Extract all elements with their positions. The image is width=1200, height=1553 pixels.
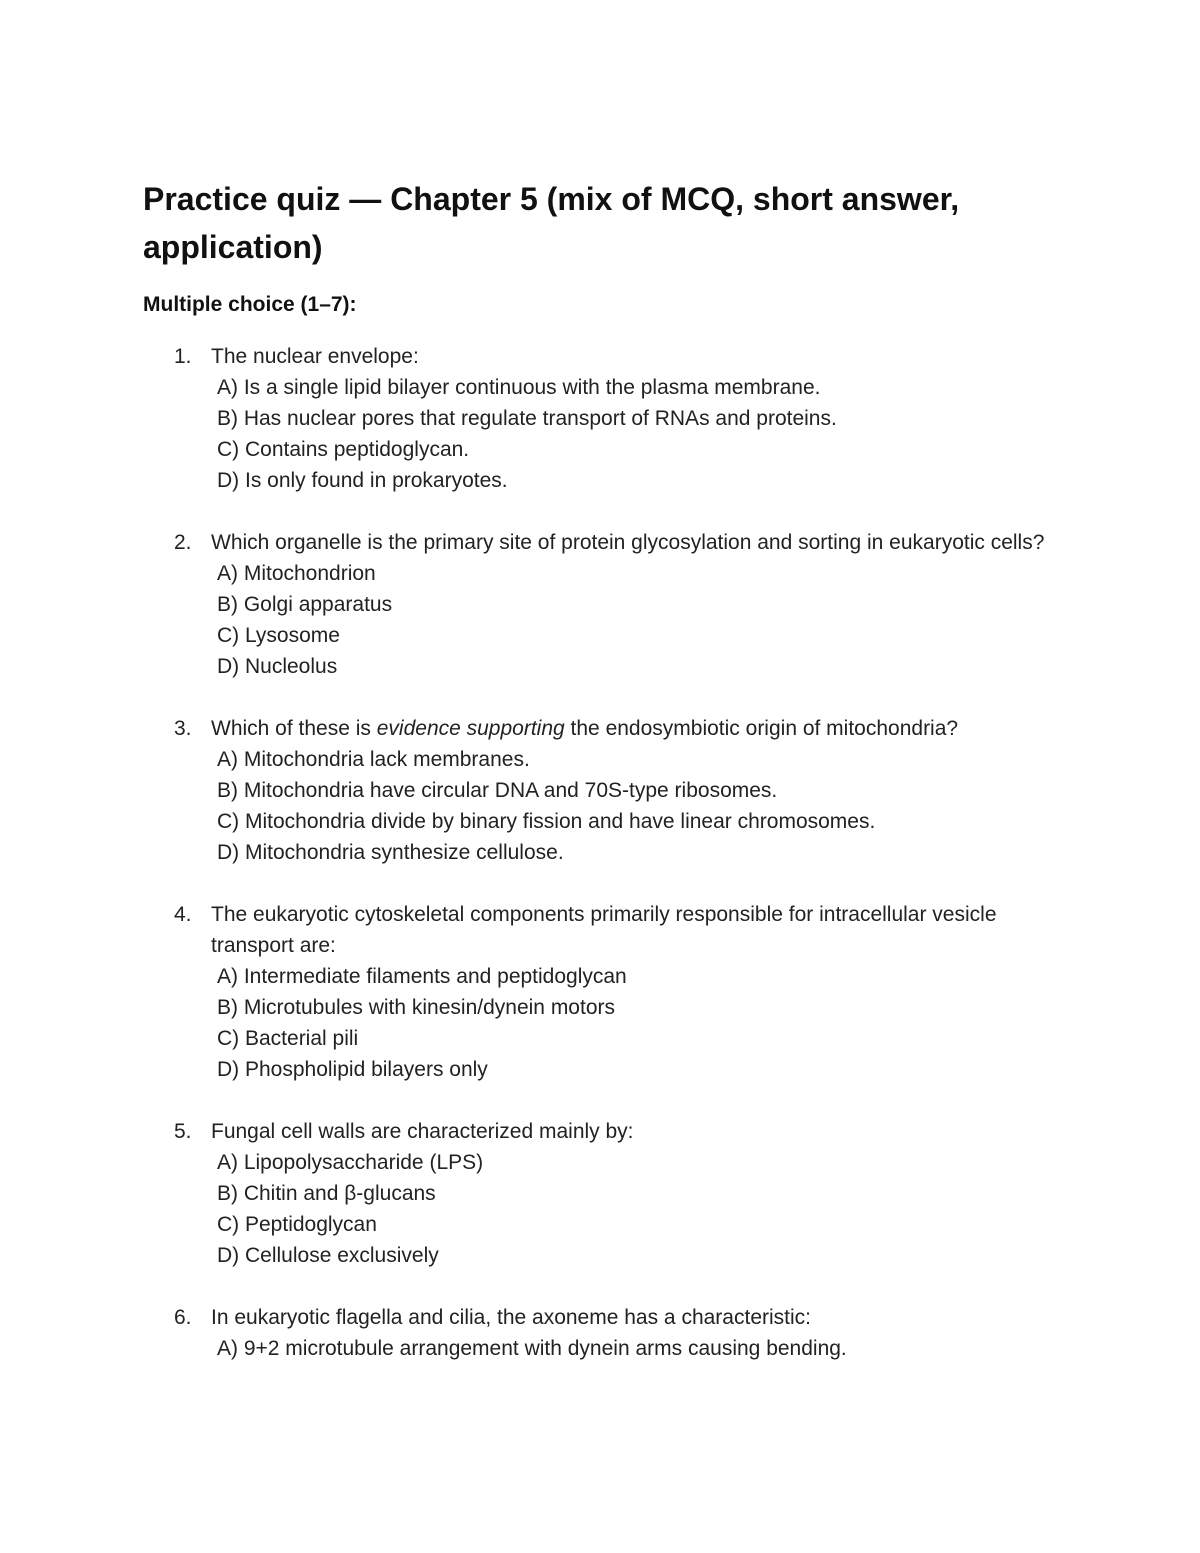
option-a: A) Mitochondrion xyxy=(217,562,376,585)
question-stem: Which organelle is the primary site of protein glycosylation and sorting in eukaryotic cells? xyxy=(211,531,1045,554)
question-list xyxy=(0,341,1200,1395)
option-b: B) Chitin and β-glucans xyxy=(217,1182,436,1205)
option-b: B) Microtubules with kinesin/dynein motors xyxy=(217,996,615,1019)
question-stem: The nuclear envelope: xyxy=(211,345,419,368)
document-title: Practice quiz — Chapter 5 (mix of MCQ, short answer, application) xyxy=(143,181,960,265)
question-4 xyxy=(0,899,1200,1085)
option-c: C) Contains peptidoglycan. xyxy=(217,438,470,461)
question-stem: Fungal cell walls are characterized mainly by: xyxy=(211,1120,634,1143)
question-number: 1. xyxy=(174,345,192,368)
question-3 xyxy=(0,713,1200,868)
option-list xyxy=(0,1147,1200,1271)
question-stem-part: Which of these is xyxy=(211,717,377,740)
question-2 xyxy=(0,527,1200,682)
question-1 xyxy=(0,341,1200,496)
option-c: C) Mitochondria divide by binary fission and have linear chromosomes. xyxy=(217,810,876,833)
option-a: A) Is a single lipid bilayer continuous with the plasma membrane. xyxy=(217,376,821,399)
option-a: A) Intermediate filaments and peptidoglycan xyxy=(217,965,627,988)
question-stem-emphasis: evidence supporting xyxy=(376,717,565,740)
option-c: C) Peptidoglycan xyxy=(217,1213,377,1236)
section-heading-multiple-choice: Multiple choice (1–7): xyxy=(143,293,357,316)
question-number: 5. xyxy=(174,1120,192,1143)
option-d: D) Cellulose exclusively xyxy=(217,1244,439,1267)
option-list xyxy=(0,1333,1200,1364)
option-c: C) Bacterial pili xyxy=(217,1027,359,1050)
question-number: 2. xyxy=(174,531,192,554)
option-b: B) Golgi apparatus xyxy=(217,593,393,616)
question-stem: The eukaryotic cytoskeletal components primarily responsible for intracellular vesicle transport are: xyxy=(211,903,997,957)
option-b: B) Mitochondria have circular DNA and 70S-type ribosomes. xyxy=(217,779,778,802)
question-stem xyxy=(211,713,1051,744)
question-number: 6. xyxy=(174,1306,192,1329)
option-d: D) Mitochondria synthesize cellulose. xyxy=(217,841,564,864)
option-a: A) 9+2 microtubule arrangement with dynein arms causing bending. xyxy=(217,1337,847,1360)
option-d: D) Is only found in prokaryotes. xyxy=(217,469,508,492)
question-stem-part: the endosymbiotic origin of mitochondria? xyxy=(564,717,959,740)
option-d: D) Nucleolus xyxy=(217,655,338,678)
option-a: A) Lipopolysaccharide (LPS) xyxy=(217,1151,484,1174)
question-6 xyxy=(0,1302,1200,1364)
option-list xyxy=(0,744,1200,868)
option-d: D) Phospholipid bilayers only xyxy=(217,1058,488,1081)
question-number: 4. xyxy=(174,903,192,926)
question-stem: In eukaryotic flagella and cilia, the axoneme has a characteristic: xyxy=(211,1306,811,1329)
question-number: 3. xyxy=(174,717,192,740)
option-a: A) Mitochondria lack membranes. xyxy=(217,748,530,771)
option-list xyxy=(0,961,1200,1085)
option-list xyxy=(0,372,1200,496)
option-list xyxy=(0,558,1200,682)
question-5 xyxy=(0,1116,1200,1271)
option-c: C) Lysosome xyxy=(217,624,340,647)
option-b: B) Has nuclear pores that regulate transport of RNAs and proteins. xyxy=(217,407,837,430)
